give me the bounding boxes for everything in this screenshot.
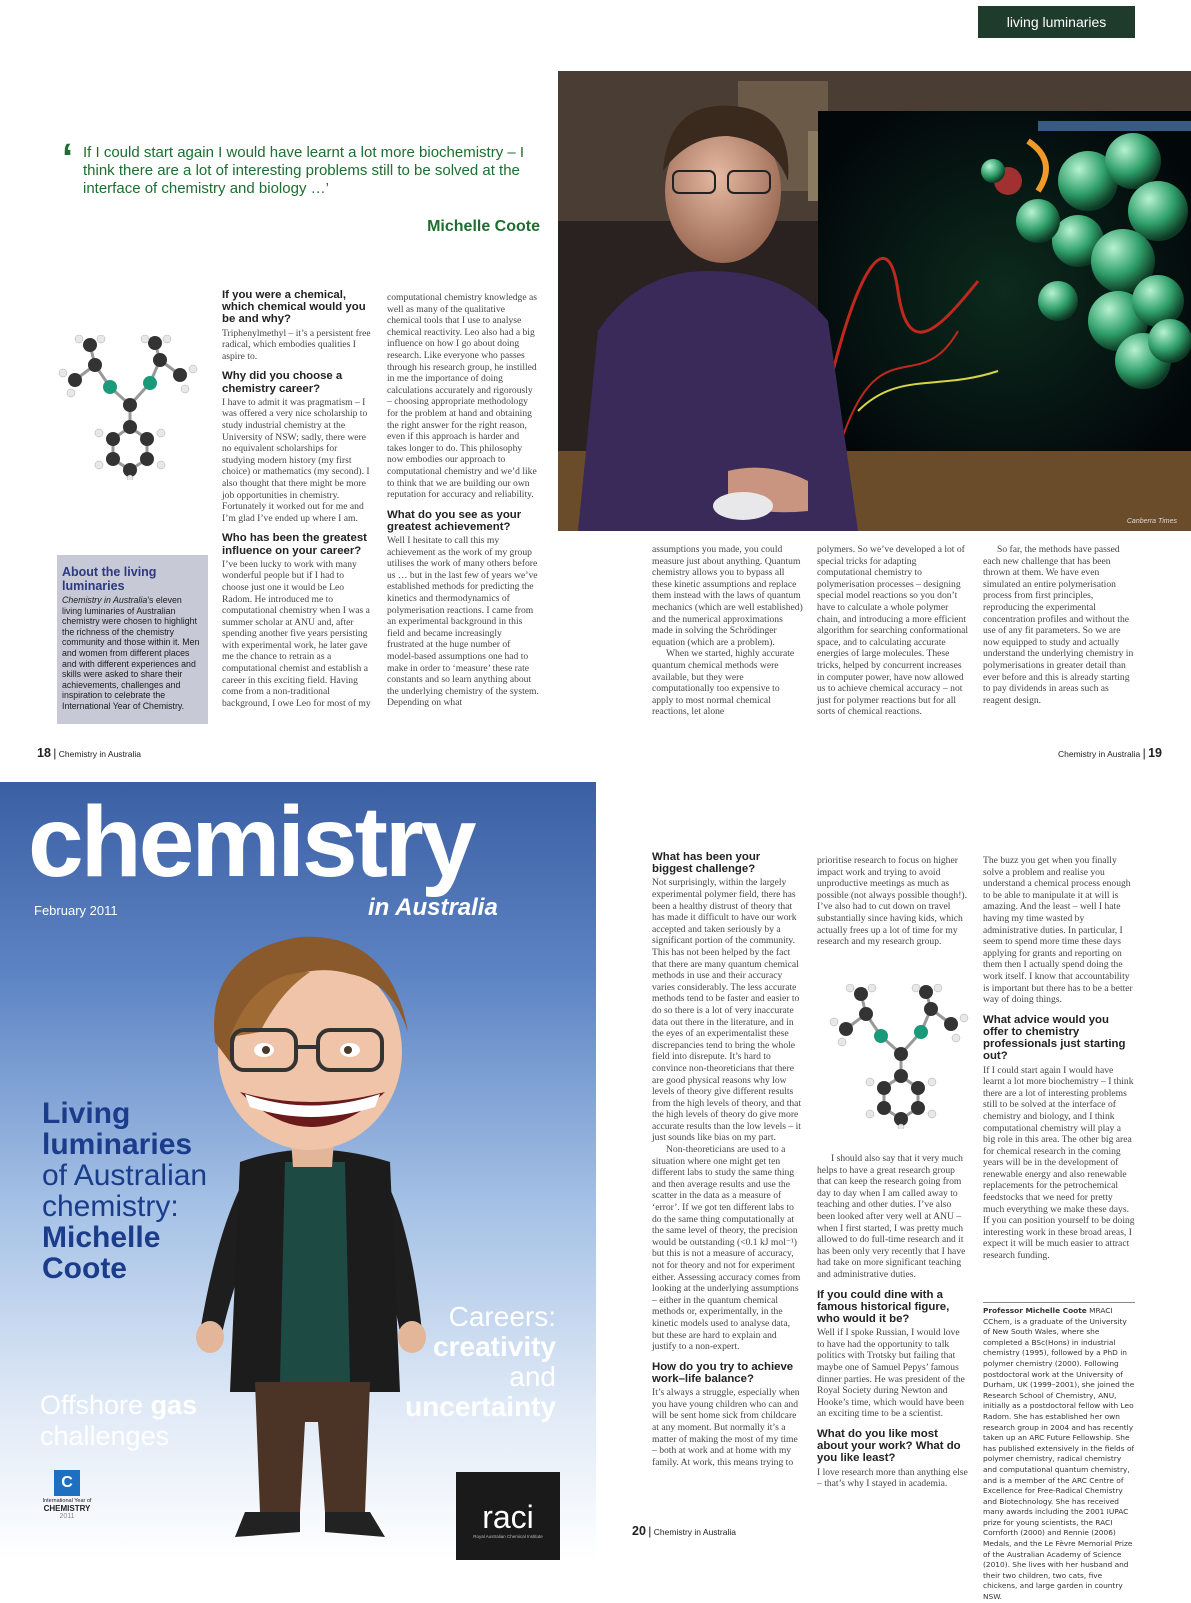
cover-masthead: chemistry	[28, 786, 474, 898]
cover-date: February 2011	[34, 903, 118, 918]
page-number: 19	[1148, 746, 1162, 760]
cover-offshore	[40, 1390, 197, 1452]
about-title: About the living luminaries	[62, 565, 157, 593]
cover-careers	[372, 1302, 556, 1422]
section-banner: living luminaries	[978, 6, 1135, 38]
scientist-photo	[558, 71, 1191, 531]
question-heading: What advice would you offer to chemistry professionals just starting out?	[983, 1013, 1126, 1063]
page18-column2	[387, 292, 539, 709]
page-number: 18	[37, 746, 51, 760]
headline-line: Michelle	[42, 1221, 161, 1254]
about-publication: Chemistry in Australia	[62, 595, 148, 605]
question-heading: If you could dine with a famous historical figure, who would it be?	[817, 1288, 950, 1325]
molecule-image	[826, 984, 976, 1129]
answer-text: I’ve been lucky to work with many wonderful people but if I had to choose just one it would be Leo Radom. He introduced me to computational chemistry when I was a summer scholar at ANU and, after spending another five years persisting with experimental work, he later gave me the chance to retrain as a computational chemist and establish a career in this exciting field. Having come from a non-traditional background, I owe Leo for most of my	[222, 558, 371, 709]
bio-text: MRACI CChem, is a graduate of the University of New South Wales, where she completed a BSc(Hons) in industrial chemistry (1995), followed by a PhD in polymer chemistry (2000). Following postdoctoral work at the University of Durham, UK (1999–2001), she joined the Research School of Chemistry, ANU, initially as a postdoctoral fellow with Leo Radom. She has established her own research group in 2004 and has recently taken up an ARC Future Fellowship. She has published extensively in the fields of polymer chemistry, radical chemistry and computational quantum chemistry, and is a member of the ARC Centre of Excellence for Free-Radical Chemistry and Biotechnology. She has received many awards including the 2001 IUPAC prize for young scientists, the RACI Cornforth (2000) and Rennie (2006) Medals, and the Le Fèvre Memorial Prize of the Australian Academy of Science (2010). She lives with her husband and their two children, two cats, five chickens, and large garden in country NSW.	[983, 1306, 1135, 1602]
quote-attribution: Michelle Coote	[427, 218, 540, 235]
cover-subtitle: in Australia	[368, 894, 498, 921]
iyc-logo	[36, 1470, 98, 1520]
about-box	[57, 555, 208, 724]
answer-text: I love research more than anything else – that’s why I stayed in academia.	[817, 1466, 968, 1490]
body-text: assumptions you made, you could measure just about anything. Quantum chemistry allows you to bypass all these kinetic assumptions and replace them instead with the laws of quantum mechanics (which are well established) and the numerical approximations made in solving the Schrödinger equation (which are a problem).	[652, 544, 803, 648]
headline-line: Coote	[42, 1252, 127, 1285]
answer-text: The buzz you get when you finally solve a problem and realise you understand a chemical process enough to be able to manipulate it at will is amazing. And the least – well I hate having my time wasted by administrative duties. In particular, I seem to spend more time these days applying for grants and reporting on them then I actually spend doing the work itself. I know that accountability is important but there has to be a better way of doing things.	[983, 855, 1133, 1006]
body-text: polymers. So we’ve developed a lot of special tricks for adapting computational chemistry to polymerisation processes – designing special model reactions so you don’t have to calculate a whole polymer chain, and introducing a more efficient algorithm for searching conformational space, and to calculating accurate energies of large molecules. These tricks, helped by concurrent increases in computer power, have now allowed us to achieve chemical accuracy – not just for polymer reactions but for all sorts of chemical reactions.	[817, 544, 969, 718]
iyc-text: CHEMISTRY	[43, 1504, 91, 1513]
answer-text: If I could start again I would have learnt a lot more biochemistry – I think there are a lot of interesting problems still to be solved at the interface of chemistry and biology, and I think computational chemistry will play a big role in this area. The other big area for chemical research in the coming years will be in the development of renewable energy and also renewable replacements for the petrochemical feedstocks that we need for pretty much everything we make these days. If you can position yourself to be doing interesting work in these broad areas, I expect it will be much easier to attract research funding.	[983, 1064, 1135, 1262]
page19-column2	[817, 544, 969, 718]
answer-text: Well if I spoke Russian, I would love to have had the opportunity to talk politics with Trotsky but failing that maybe one of Samuel Pepys’ famous dinner parties. He was president of the Royal Society during Newton and Hooke’s time, which would have been an exciting time to be a scientist.	[817, 1327, 965, 1420]
folio-publication: Chemistry in Australia	[1058, 749, 1141, 759]
page-number: 20	[632, 1524, 646, 1538]
about-text	[62, 595, 204, 712]
cover-headline	[42, 1098, 207, 1284]
photo-credit: Canberra Times	[1126, 518, 1177, 525]
answer-text: Not surprisingly, within the largely experimental polymer field, there has been a healthy distrust of theory that has made it difficult to have our work accepted and taken seriously by a significant portion of the community. This has not been helped by the fact that there are many quantum chemical methods in use and their accuracy varies considerably. The less accurate methods tend to be faster and easier to do so there is a lot of very inaccurate data out there in the literature, and in the eyes of an experimentalist these discrepancies tend to bring the whole field into disrepute. It’s hard to convince non-theoreticians that there are good physical reasons why low levels of theory give different results from the high levels of theory, and that the high levels of theory do give more accurate results than the low levels – it just sounds like bias on my part.	[652, 877, 802, 1144]
headline-line: luminaries	[42, 1128, 193, 1161]
careers-line: uncertainty	[405, 1391, 556, 1422]
folio-publication: Chemistry in Australia	[58, 749, 141, 759]
folio-publication: Chemistry in Australia	[653, 1527, 736, 1537]
pull-quote: If I could start again I would have learnt a lot more biochemistry – I think there are a lot of interesting problems still to be solved at the interface of chemistry and biology …’	[83, 144, 525, 197]
page20-column2-lower	[817, 1153, 969, 1490]
careers-line: and	[509, 1361, 556, 1392]
molecule-image	[55, 335, 205, 480]
question-heading: Why did you choose a chemistry career?	[222, 370, 343, 395]
body-text: When we started, highly accurate quantum chemical methods were available, but they were computationally too expensive to apply to most normal chemical reactions, let alone	[652, 648, 795, 718]
iyc-text: International Year of	[42, 1498, 92, 1504]
folio-18: 18 | Chemistry in Australia	[37, 746, 141, 760]
iyc-mark: C	[54, 1470, 80, 1496]
quote-mark: ‘	[62, 136, 74, 180]
author-bio	[983, 1306, 1135, 1603]
iyc-text: 2011	[59, 1513, 75, 1520]
question-heading: If you were a chemical, which chemical would you be and why?	[222, 289, 366, 326]
offshore-line: Offshore	[40, 1390, 151, 1420]
bio-divider	[983, 1302, 1135, 1303]
page20-column1	[652, 851, 802, 1468]
careers-line: creativity	[433, 1331, 556, 1362]
page20-column3	[983, 855, 1135, 1262]
body-text: So far, the methods have passed each new challenge that has been thrown at them. We have even simulated an entire polymerisation process from first principles, reproducing the experimental concentration profiles and without the use of any fit parameters. So we are now equipped to study and actually understand the underlying chemistry in polymerisations in greater detail than ever before and this is already starting to pay dividends in areas such as reagent design.	[983, 544, 1134, 706]
answer-text: prioritise research to focus on higher impact work and trying to avoid unproductive meetings as much as possible (not always possible though!). I’ve also had to cut down on travel substantially since having kids, which actually frees up a lot of time for my research and my research group.	[817, 855, 968, 948]
answer-text: I should also say that it very much helps to have a great research group that can keep the research going from day to day when I am called away to teaching and other duties. I’ve also been looked after very well at ANU – when I first started, I was pretty much allowed to do full-time research and it has been only very recently that I have had take on more significant teaching and administrative duties.	[817, 1153, 966, 1280]
headline-line: of Australian	[42, 1159, 208, 1192]
page19-column1	[652, 544, 803, 718]
offshore-line: gas	[150, 1390, 198, 1420]
answer-text: I have to admit it was pragmatism – I was offered a very nice scholarship to study industrial chemistry at the University of NSW; sadly, there were no equivalent scholarships for studying modern history (my first choice) or mathematics (my second). I also thought that there might be more job opportunities in chemistry. Fortunately it worked out for me and I’m glad I’ve ended up where I am.	[222, 396, 370, 524]
page20-column2	[817, 855, 969, 948]
question-heading: What has been your biggest challenge?	[652, 851, 761, 876]
question-heading: How do you try to achieve work–life balance?	[652, 1360, 794, 1385]
headline-line: Living	[42, 1097, 131, 1130]
folio-20: 20 | Chemistry in Australia	[632, 1524, 736, 1538]
about-body: ’s eleven living luminaries of Australian chemistry were chosen to highlight the richness of the chemistry community and those within it. Men and women from different places and with different experiences and skills were asked to share their achievements, challenges and inspiration to celebrate the International Year of Chemistry.	[62, 595, 200, 711]
offshore-line: challenges	[40, 1421, 170, 1451]
answer-text: computational chemistry knowledge as well as many of the qualitative chemical tools that I use to analyse chemical reactivity. Leo also had a big influence on how I go about doing research. Like everyone who passes through his research group, he instilled in me the importance of doing calculations accurately and rigorously – choosing appropriate methodology for the problem at hand and obtaining the right answer for the right reason, even if this approach is harder and takes longer to do. This philosophy now embodies our approach to computational chemistry and we’d like to think that we are building our own reputation for accuracy and reliability.	[387, 292, 537, 501]
page18-column1	[222, 289, 372, 709]
headline-line: chemistry:	[42, 1190, 179, 1223]
photo-illustration	[558, 71, 1191, 531]
magazine-cover	[0, 782, 596, 1560]
raci-subtext: Royal Australian Chemical Institute	[473, 1534, 543, 1539]
raci-wordmark: raci	[482, 1499, 534, 1535]
answer-text: Triphenylmethyl – it’s a persistent free radical, which embodies qualities I aspire to.	[222, 327, 371, 362]
bio-name: Professor Michelle Coote	[983, 1306, 1087, 1315]
page19-column3	[983, 544, 1135, 706]
raci-logo	[456, 1472, 560, 1560]
question-heading: Who has been the greatest influence on your career?	[222, 532, 367, 557]
answer-text: Non-theoreticians are used to a situation where one might get ten different labs to study the same thing and then average results and use the scatter in the data as a measure of ‘error’. If we got ten different labs to do the same thing computationally at the same level of theory, the precision would be outstanding (<0.1 kJ mol⁻¹) but this is not a measure of accuracy, not for theory and not for experiment either. Assessing accuracy comes from looking at the underlying assumptions – either in the quantum chemical methods or, experimentally, in the kinetic models used to analyse data, but these are hard to explain and justify to a non-expert.	[652, 1144, 801, 1353]
folio-19: Chemistry in Australia | 19	[1058, 746, 1162, 760]
answer-text: Well I hesitate to call this my achievement as the work of my group utilises the work of many others before us … but in the last few of years we’ve established methods for predicting the kinetics and thermodynamics of polymerisation reactions. I came from an experimental background in this field and became increasingly frustrated at the huge number of model-based assumptions one had to make in order to ‘measure’ these rate constants and so learn anything about the underlying chemistry of the system. Depending on what	[387, 535, 539, 709]
answer-text: It’s always a struggle, especially when you have young children who can and will be sent home sick from childcare at any moment. But normally it’s a matter of making the most of my time – both at work and at home with my family. At work, this means trying to	[652, 1387, 800, 1468]
careers-line: Careers:	[448, 1301, 556, 1332]
question-heading: What do you see as your greatest achievement?	[387, 508, 522, 533]
question-heading: What do you like most about your work? What do you like least?	[817, 1427, 961, 1465]
